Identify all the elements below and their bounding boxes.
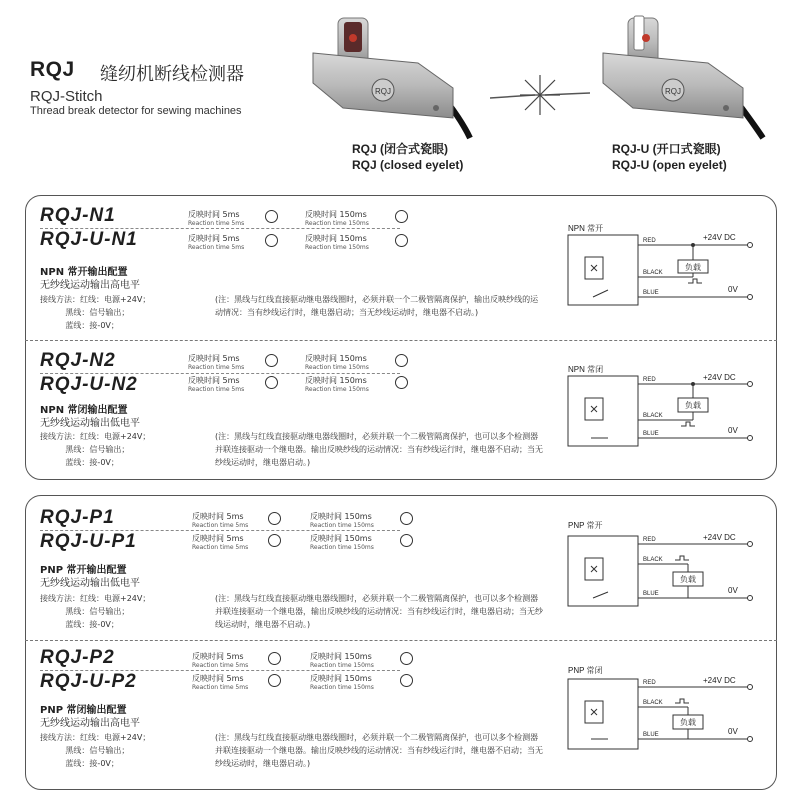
- pnp-normally-open-circuit: [563, 520, 763, 615]
- red-wire-label: RED: [643, 537, 656, 543]
- config-subtitle: 无纱线运动输出低电平: [40, 578, 140, 589]
- reaction-time-label: 反映时间 5ms Reaction time 5ms: [192, 512, 249, 529]
- sensor-badge: RQJ: [665, 87, 681, 96]
- npn-normally-closed-circuit: [563, 360, 763, 460]
- reaction-150ms-radio[interactable]: [400, 674, 413, 687]
- circuit-title: NPN 常开: [568, 224, 604, 233]
- open-eyelet-en: RQJ-U (open eyelet): [612, 158, 727, 172]
- red-wire-label: RED: [643, 680, 656, 686]
- reaction-time-label: 反映时间 150ms Reaction time 150ms: [310, 512, 374, 529]
- reaction-time-label: 反映时间 150ms Reaction time 150ms: [305, 210, 369, 227]
- config-subtitle: 无纱线运动输出低电平: [40, 418, 140, 429]
- wiring-note: (注：黑线与红线直接驱动继电器线圈时，必须并联一个二极管隔离保护，也可以多个检测器并联连接驱动一个继电器。输出反映纱线的运动情况：当有纱线运行时，继电器不启动；当无纱线运动时，继电器启动。): [215, 733, 543, 768]
- wiring-note: (注：黑线与红线直接驱动继电器线圈时，必须并联一个二极管隔离保护，也可以多个检测器并联连接驱动一个继电器。输出反映纱线的运动情况：当有纱线运行时，继电器不启动；当无纱线运动时，继电器启动。): [215, 432, 543, 467]
- wiring-note: (注：黑线与红线直接驱动继电器线圈时，必须并联一个二极管隔离保护，输出反映纱线的运动情况：当有纱线运行时，继电器启动；当无纱线运动时，继电器不启动。): [215, 295, 539, 317]
- reaction-5ms-radio[interactable]: [265, 354, 278, 367]
- reaction-5ms-radio[interactable]: [268, 512, 281, 525]
- model-name: RQJ-U-P2: [40, 671, 137, 692]
- black-wire-label: BLACK: [643, 700, 663, 706]
- reaction-5ms-radio[interactable]: [268, 674, 281, 687]
- model-name: RQJ-N2: [40, 350, 116, 371]
- sensor-badge: RQJ: [375, 87, 391, 96]
- wiring-method: 接线方法：红线：电源+24V； 黑线：信号输出； 蓝线：接-0V；: [40, 432, 151, 467]
- reaction-time-label: 反映时间 5ms Reaction time 5ms: [188, 210, 245, 227]
- thread-break-spark-icon: [490, 60, 590, 130]
- reaction-time-label: 反映时间 150ms Reaction time 150ms: [305, 354, 369, 371]
- product-name: RQJ-Stitch: [30, 88, 103, 105]
- brand-title: RQJ: [30, 58, 75, 81]
- load-label: 负载: [680, 575, 696, 584]
- wiring-method: 接线方法：红线：电源+24V； 黑线：信号输出； 蓝线：接-0V；: [40, 295, 151, 330]
- reaction-time-label: 反映时间 150ms Reaction time 150ms: [310, 674, 374, 691]
- closed-eyelet-caption: [352, 141, 463, 173]
- model-name: RQJ-U-N2: [40, 374, 138, 395]
- load-label: 负载: [680, 718, 696, 727]
- config-subtitle: 无纱线运动输出高电平: [40, 280, 140, 291]
- reaction-150ms-radio[interactable]: [400, 534, 413, 547]
- reaction-time-label: 反映时间 5ms Reaction time 5ms: [188, 376, 245, 393]
- model-name: RQJ-N1: [40, 205, 116, 226]
- config-subtitle: 无纱线运动输出高电平: [40, 718, 140, 729]
- blue-wire-label: BLUE: [643, 431, 659, 437]
- reaction-time-label: 反映时间 5ms Reaction time 5ms: [192, 674, 249, 691]
- vzero-label: 0V: [728, 285, 738, 294]
- vplus-label: +24V DC: [703, 676, 736, 685]
- red-wire-label: RED: [643, 377, 656, 383]
- config-title: NPN 常开输出配置: [40, 267, 128, 278]
- npn-normally-open-circuit: [563, 215, 763, 315]
- pnp-normally-closed-circuit: [563, 665, 763, 760]
- vplus-label: +24V DC: [703, 533, 736, 542]
- reaction-5ms-radio[interactable]: [265, 376, 278, 389]
- reaction-time-label: 反映时间 5ms Reaction time 5ms: [192, 652, 249, 669]
- vplus-label: +24V DC: [703, 373, 736, 382]
- reaction-5ms-radio[interactable]: [265, 210, 278, 223]
- reaction-time-label: 反映时间 5ms Reaction time 5ms: [188, 354, 245, 371]
- reaction-time-label: 反映时间 150ms Reaction time 150ms: [305, 376, 369, 393]
- reaction-150ms-radio[interactable]: [395, 234, 408, 247]
- reaction-150ms-radio[interactable]: [395, 354, 408, 367]
- reaction-5ms-radio[interactable]: [268, 652, 281, 665]
- black-wire-label: BLACK: [643, 557, 663, 563]
- model-name: RQJ-U-P1: [40, 531, 137, 552]
- reaction-150ms-radio[interactable]: [395, 210, 408, 223]
- wiring-method: 接线方法：红线：电源+24V； 黑线：信号输出； 蓝线：接-0V；: [40, 594, 151, 629]
- reaction-time-label: 反映时间 5ms Reaction time 5ms: [192, 534, 249, 551]
- reaction-150ms-radio[interactable]: [395, 376, 408, 389]
- blue-wire-label: BLUE: [643, 290, 659, 296]
- reaction-time-label: 反映时间 5ms Reaction time 5ms: [188, 234, 245, 251]
- open-eyelet-caption: [612, 141, 727, 173]
- load-label: 负载: [685, 401, 701, 410]
- circuit-title: PNP 常开: [568, 521, 603, 530]
- model-name: RQJ-P1: [40, 507, 115, 528]
- config-title: PNP 常开输出配置: [40, 565, 127, 576]
- product-subtitle: Thread break detector for sewing machines: [30, 105, 242, 117]
- vplus-label: +24V DC: [703, 233, 736, 242]
- closed-eyelet-cn: RQJ (闭合式瓷眼): [352, 142, 449, 156]
- config-title: NPN 常闭输出配置: [40, 405, 128, 416]
- vzero-label: 0V: [728, 586, 738, 595]
- circuit-title: PNP 常闭: [568, 666, 603, 675]
- open-eyelet-sensor-image: [588, 8, 768, 143]
- circuit-title: NPN 常闭: [568, 365, 604, 374]
- brand-chinese-title: 缝纫机断线检测器: [100, 64, 244, 85]
- reaction-150ms-radio[interactable]: [400, 512, 413, 525]
- black-wire-label: BLACK: [643, 413, 663, 419]
- black-wire-label: BLACK: [643, 270, 663, 276]
- closed-eyelet-en: RQJ (closed eyelet): [352, 158, 464, 172]
- wiring-method: 接线方法：红线：电源+24V； 黑线：信号输出； 蓝线：接-0V；: [40, 733, 151, 768]
- model-name: RQJ-P2: [40, 647, 115, 668]
- red-wire-label: RED: [643, 238, 656, 244]
- reaction-5ms-radio[interactable]: [268, 534, 281, 547]
- model-name: RQJ-U-N1: [40, 229, 138, 250]
- load-label: 负载: [685, 263, 701, 272]
- panel-divider: [25, 640, 777, 641]
- reaction-time-label: 反映时间 150ms Reaction time 150ms: [310, 652, 374, 669]
- open-eyelet-cn: RQJ-U (开口式瓷眼): [612, 142, 721, 156]
- reaction-150ms-radio[interactable]: [400, 652, 413, 665]
- panel-divider: [25, 340, 777, 341]
- blue-wire-label: BLUE: [643, 732, 659, 738]
- reaction-time-label: 反映时间 150ms Reaction time 150ms: [305, 234, 369, 251]
- vzero-label: 0V: [728, 426, 738, 435]
- reaction-time-label: 反映时间 150ms Reaction time 150ms: [310, 534, 374, 551]
- closed-eyelet-sensor-image: [298, 8, 473, 143]
- vzero-label: 0V: [728, 727, 738, 736]
- reaction-5ms-radio[interactable]: [265, 234, 278, 247]
- config-title: PNP 常闭输出配置: [40, 705, 127, 716]
- blue-wire-label: BLUE: [643, 591, 659, 597]
- wiring-note: (注：黑线与红线直接驱动继电器线圈时，必须并联一个二极管隔离保护，也可以多个检测器并联连接驱动一个继电器，输出反映纱线的运动情况：当有纱线运行时，继电器启动；当无纱线运动时，继电器不启动。): [215, 594, 543, 629]
